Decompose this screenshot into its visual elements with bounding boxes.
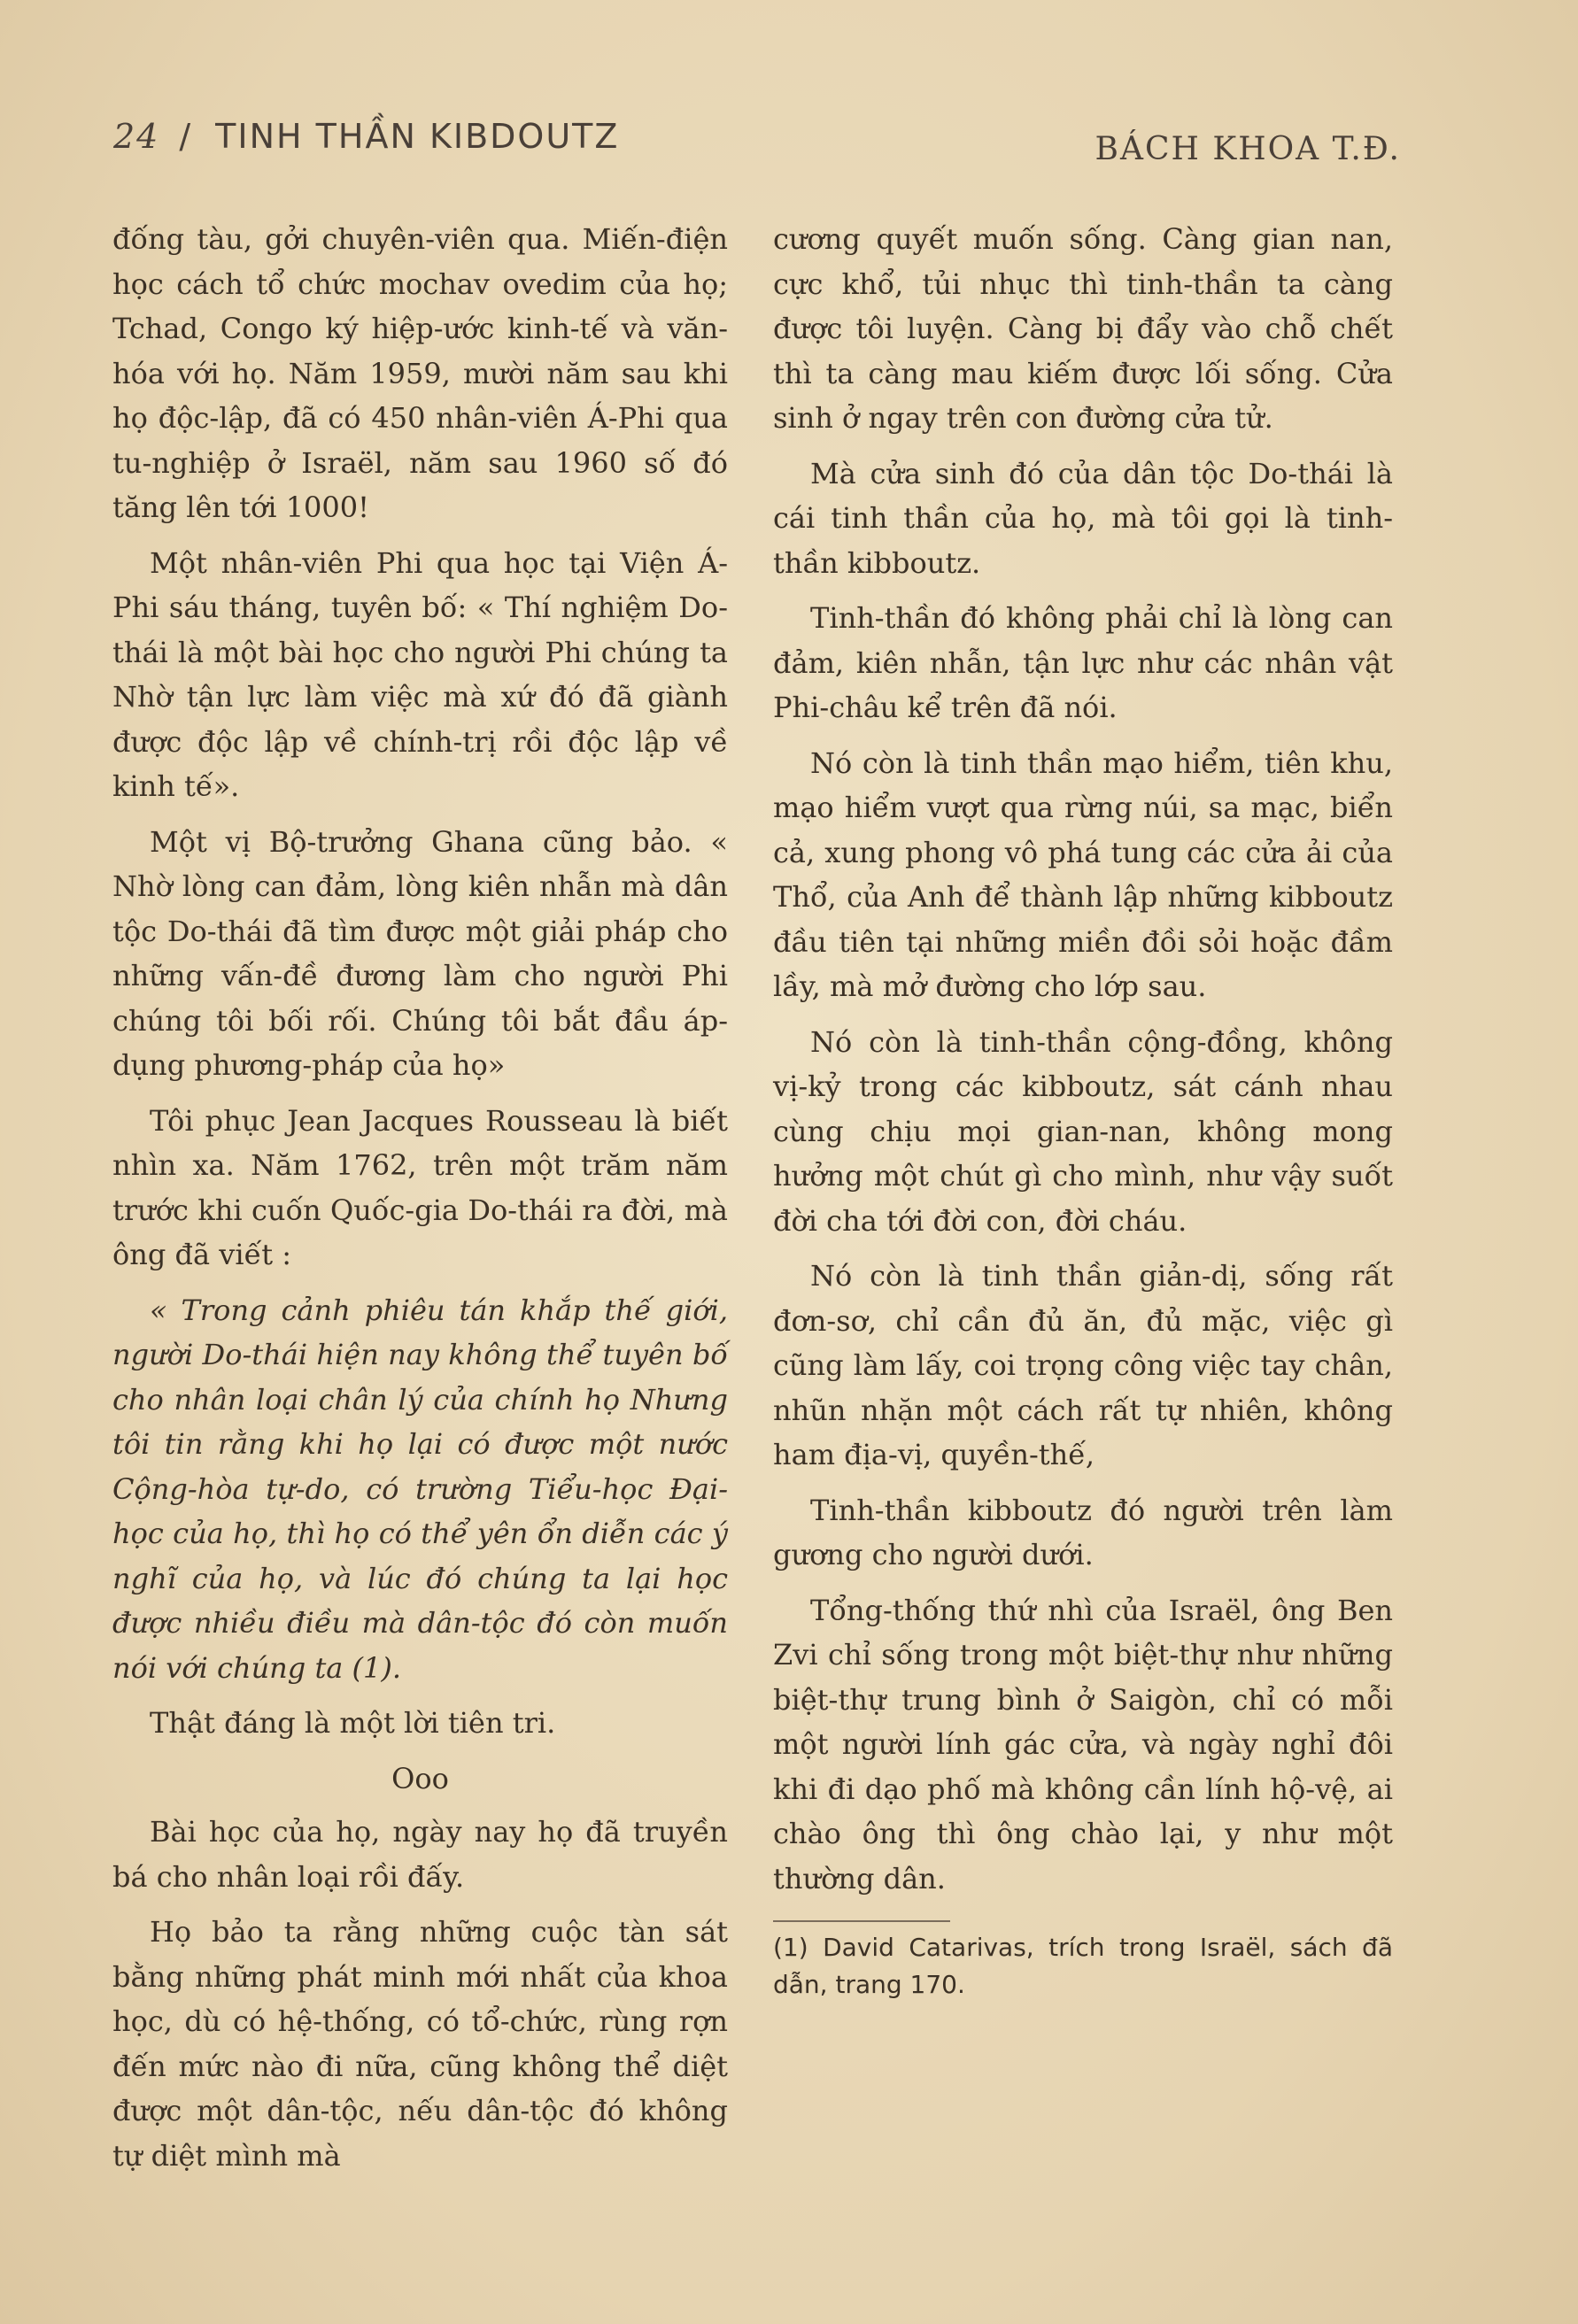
- section-divider: Ooo: [391, 1761, 449, 1795]
- paragraph: Tôi phục Jean Jacques Rousseau là biết nhìn xa. Năm 1762, trên một trăm năm trước khi cuốn Quốc-gia Do-thái ra đời, mà ông đã viết :: [112, 1103, 728, 1271]
- header-left: [113, 117, 619, 156]
- paragraph: Tinh-thần kibboutz đó người trên làm gương cho người dưới.: [773, 1493, 1393, 1571]
- paragraph: Một vị Bộ-trưởng Ghana cũng bảo. « Nhờ lòng can đảm, lòng kiên nhẫn mà dân tộc Do-thái đã tìm được một giải pháp cho những vấn-đề đương làm cho người Phi chúng tôi bối rối. Chúng tôi bắt đầu áp-dụng phương-pháp của họ»: [112, 824, 728, 1082]
- paragraph: Tổng-thống thứ nhì của Israël, ông Ben Zvi chỉ sống trong một biệt-thự như những biệt-thự trung bình ở Saigòn, chỉ có mỗi một người lính gác cửa, và ngày nghỉ đôi khi đi dạo phố mà không cần lính hộ-vệ, ai chào ông thì ông chào lại, y như một thường dân.: [773, 1593, 1393, 1895]
- header-separator: /: [179, 117, 193, 156]
- footnote: (1) David Catarivas, trích trong Israël, sách đã dẫn, trang 170.: [773, 1933, 1393, 1999]
- paragraph: Bài học của họ, ngày nay họ đã truyền bá cho nhân loại rồi đấy.: [112, 1815, 728, 1894]
- paragraph: Tinh-thần đó không phải chỉ là lòng can đảm, kiên nhẫn, tận lực như các nhân vật Phi-châu kể trên đã nói.: [773, 601, 1393, 724]
- footnote-rule: [773, 1920, 950, 1922]
- paragraph: Một nhân-viên Phi qua học tại Viện Á-Phi sáu tháng, tuyên bố: « Thí nghiệm Do-thái là một bài học cho người Phi chúng ta Nhờ tận lực làm việc mà xứ đó đã giành được độc lập về chính-trị rồi độc lập về kinh tế».: [112, 545, 728, 803]
- magazine-title: BÁCH KHOA T.Đ.: [1095, 131, 1401, 167]
- paragraph: Nó còn là tinh thần giản-dị, sống rất đơn-sơ, chỉ cần đủ ăn, đủ mặc, việc gì cũng làm lấy, coi trọng công việc tay chân, nhũn nhặn một cách rất tự nhiên, không ham địa-vị, quyền-thế,: [773, 1259, 1393, 1471]
- paragraph: Thật đáng là một lời tiên tri.: [150, 1706, 556, 1740]
- page-number: 24: [113, 117, 160, 156]
- running-header: [113, 117, 1401, 170]
- paragraph: Họ bảo ta rằng những cuộc tàn sát bằng những phát minh mới nhất của khoa học, dù có hệ-thống, có tổ-chức, rùng rợn đến mức nào đi nữa, cũng không thể diệt được một dân-tộc, nếu dân-tộc đó không tự diệt mình mà: [112, 1915, 728, 2173]
- paragraph: cương quyết muốn sống. Càng gian nan, cực khổ, tủi nhục thì tinh-thần ta càng được tôi luyện. Càng bị đẩy vào chỗ chết thì ta càng mau kiếm được lối sống. Cửa sinh ở ngay trên con đường cửa tử.: [773, 222, 1393, 435]
- left-column: [112, 217, 728, 2189]
- right-column: [773, 217, 1393, 2014]
- paragraph: Nó còn là tinh thần mạo hiểm, tiên khu, mạo hiểm vượt qua rừng núi, sa mạc, biển cả, xung phong vô phá tung các cửa ải của Thổ, của Anh để thành lập những kibboutz đầu tiên tại những miền đồi sỏi hoặc đầm lầy, mà mở đường cho lớp sau.: [773, 745, 1393, 1003]
- paragraph: Nó còn là tinh-thần cộng-đồng, không vị-kỷ trong các kibboutz, sát cánh nhau cùng chịu mọi gian-nan, không mong hưởng một chút gì cho mình, như vậy suốt đời cha tới đời con, đời cháu.: [773, 1024, 1393, 1238]
- paragraph: đống tàu, gởi chuyên-viên qua. Miến-điện học cách tổ chức mochav ovedim của họ; Tchad, Congo ký hiệp-ước kinh-tế và văn-hóa với họ. Năm 1959, mười năm sau khi họ độc-lập, đã có 450 nhân-viên Á-Phi qua tu-nghiệp ở Israël, năm sau 1960 số đó tăng lên tới 1000!: [112, 222, 728, 524]
- rousseau-quote: « Trong cảnh phiêu tán khắp thế giới, người Do-thái hiện nay không thể tuyên bố cho nhân loại chân lý của chính họ Nhưng tôi tin rằng khi họ lại có được một nước Cộng-hòa tự-do, có trường Tiểu-học Đại-học của họ, thì họ có thể yên ổn diễn các ý nghĩ của họ, và lúc đó chúng ta lại học được nhiều điều mà dân-tộc đó còn muốn nói với chúng ta (1).: [112, 1293, 728, 1685]
- section-title: TINH THẦN KIBDOUTZ: [215, 117, 620, 156]
- paragraph: Mà cửa sinh đó của dân tộc Do-thái là cái tinh thần của họ, mà tôi gọi là tinh-thần kibboutz.: [773, 456, 1393, 580]
